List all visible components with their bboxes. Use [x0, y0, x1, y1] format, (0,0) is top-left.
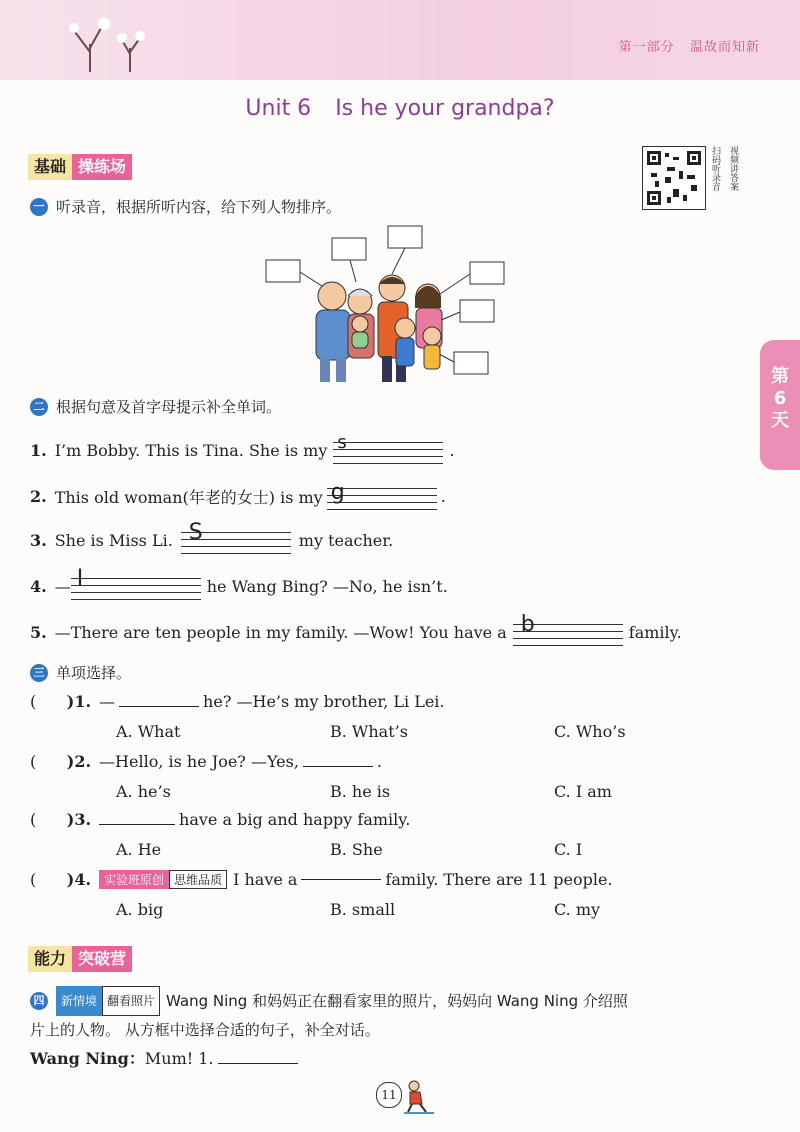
header-topic: 温故而知新	[689, 40, 760, 55]
q2-number: 二	[30, 398, 48, 416]
q2-item-after: .	[440, 486, 446, 506]
q2-item-1	[30, 432, 455, 464]
dialog-line	[30, 1046, 302, 1069]
section-basic-part2: 操练场	[72, 154, 132, 180]
q2-item-2	[30, 482, 446, 510]
day-tab	[760, 340, 800, 470]
q1-heading	[30, 196, 341, 217]
q2-hint-letter: s	[337, 432, 347, 453]
q3-item-number: )4.	[66, 870, 92, 889]
q3-stem-before: —Hello, is he Joe? —Yes,	[99, 752, 299, 771]
q2-answer-line[interactable]	[71, 566, 201, 600]
option-b[interactable]: B. What’s	[330, 722, 408, 741]
grandpa-figure	[316, 282, 350, 382]
section-ability-part2: 突破营	[72, 946, 132, 972]
order-box-mother[interactable]	[470, 262, 504, 284]
q2-item-after: he Wang Bing? —No, he isn’t.	[206, 576, 448, 596]
q2-heading	[30, 396, 281, 417]
q2-hint-letter: g	[330, 480, 345, 505]
q3-heading	[30, 662, 131, 683]
q2-answer-line[interactable]	[181, 520, 291, 554]
q3-stem-after: .	[376, 752, 382, 771]
q2-item-before: She is Miss Li.	[54, 530, 173, 550]
q2-item-before: This old woman(年老的女士) is my	[54, 487, 323, 507]
q3-item-3-stem	[30, 810, 410, 829]
q3-stem-before: —	[99, 692, 116, 711]
dialog-speaker: Wang Ning	[30, 1049, 129, 1068]
answer-paren[interactable]: (	[30, 870, 67, 889]
q1-number: 一	[30, 198, 48, 216]
q2-item-number: 2.	[30, 486, 47, 506]
q3-blank[interactable]	[301, 879, 381, 880]
q4-number: 四	[30, 992, 48, 1010]
family-illustration	[260, 224, 510, 384]
qr-code-icon[interactable]	[642, 146, 706, 210]
qr-note-line1: 扫码听录音	[710, 146, 720, 191]
page-title	[0, 96, 800, 121]
q3-stem-after: family. There are 11 people.	[385, 870, 613, 889]
order-box-grandma[interactable]	[332, 238, 366, 260]
q2-answer-line[interactable]	[513, 612, 623, 646]
q3-text: 单项选择。	[56, 664, 132, 682]
q2-hint-letter: b	[520, 612, 535, 637]
q2-item-after: my teacher.	[298, 530, 394, 550]
q2-item-number: 4.	[30, 576, 47, 596]
qr-note	[708, 146, 742, 191]
girl-figure	[423, 327, 441, 369]
q3-item-1-stem	[30, 692, 445, 711]
q3-blank[interactable]	[99, 824, 175, 825]
q3-number: 三	[30, 664, 48, 682]
q2-item-number: 5.	[30, 622, 47, 642]
section-ability-label	[28, 946, 132, 972]
q4-text2: 片上的人物。 从方框中选择合适的句子，补全对话。	[30, 1021, 380, 1039]
q3-item-number: )2.	[66, 752, 92, 771]
option-c[interactable]: C. I	[554, 840, 583, 859]
option-c[interactable]: C. Who’s	[554, 722, 626, 741]
header-part: 第一部分	[618, 40, 675, 55]
option-a[interactable]: A. What	[116, 722, 181, 741]
order-box-father[interactable]	[388, 226, 422, 248]
order-box-girl[interactable]	[460, 300, 494, 322]
day-tab-char1: 第	[771, 366, 789, 387]
q2-item-after: family.	[628, 622, 682, 642]
q2-item-4	[30, 566, 448, 600]
q2-hint-letter: S	[188, 520, 203, 545]
dialog-colon: ：	[128, 1049, 145, 1068]
q1-text: 听录音，根据所听内容，给下列人物排序。	[56, 198, 342, 216]
option-b[interactable]: B. small	[330, 900, 396, 919]
tree-icon	[60, 14, 150, 74]
q2-item-after: .	[449, 440, 455, 460]
section-ability-part1: 能力	[28, 946, 72, 972]
q2-item-before: I’m Bobby. This is Tina. She is my	[54, 440, 328, 460]
thinking-tag: 思维品质	[169, 870, 227, 889]
unit-label: Unit 6	[245, 96, 312, 121]
q3-blank[interactable]	[119, 706, 199, 707]
q2-item-before: —	[54, 576, 71, 596]
q2-answer-line[interactable]	[333, 432, 443, 464]
q3-item-number: )3.	[66, 810, 92, 829]
option-a[interactable]: A. he’s	[116, 782, 171, 801]
q3-stem-after: have a big and happy family.	[179, 810, 411, 829]
q3-item-number: )1.	[66, 692, 92, 711]
day-tab-char2: 6	[773, 388, 787, 409]
option-b[interactable]: B. She	[330, 840, 383, 859]
section-basic-label	[28, 154, 132, 180]
photo-tag: 翻看照片	[102, 986, 160, 1016]
q3-item-2-stem	[30, 752, 382, 771]
q3-stem-after: he? —He’s my brother, Li Lei.	[203, 692, 445, 711]
order-box-boy[interactable]	[454, 352, 488, 374]
dialog-blank[interactable]	[218, 1063, 298, 1064]
q2-text: 根据句意及首字母提示补全单词。	[56, 398, 282, 416]
q2-answer-line[interactable]	[327, 482, 437, 510]
q4-block	[30, 986, 760, 1044]
page-number: 11	[376, 1082, 402, 1108]
q2-item-3	[30, 520, 394, 554]
header-text	[619, 36, 760, 55]
original-tag: 实验班原创	[99, 870, 169, 889]
q2-item-number: 3.	[30, 530, 47, 550]
unit-title: Is he your grandpa?	[335, 96, 555, 121]
section-basic-part1: 基础	[28, 154, 72, 180]
qr-note-line2: 视频讲答案	[728, 146, 738, 191]
day-tab-char3: 天	[771, 410, 789, 431]
answer-paren[interactable]: (	[30, 692, 67, 711]
option-a[interactable]: A. He	[116, 840, 162, 859]
order-box-grandpa[interactable]	[266, 260, 300, 282]
option-c[interactable]: C. I am	[554, 782, 612, 801]
option-a[interactable]: A. big	[116, 900, 164, 919]
q4-text: Wang Ning 和妈妈正在翻看家里的照片，妈妈向 Wang Ning 介绍照	[166, 992, 628, 1010]
dialog-text: Mum! 1.	[144, 1049, 214, 1068]
answer-paren[interactable]: (	[30, 752, 67, 771]
answer-paren[interactable]: (	[30, 810, 67, 829]
boy-figure	[395, 318, 415, 366]
q2-hint-letter: I	[76, 566, 84, 591]
q3-blank[interactable]	[303, 766, 373, 767]
option-b[interactable]: B. he is	[330, 782, 391, 801]
q2-item-before: —There are ten people in my family. —Wow! You have a	[54, 622, 507, 642]
q2-item-number: 1.	[30, 440, 47, 460]
page-footer	[376, 1080, 436, 1114]
skater-icon	[400, 1080, 436, 1114]
new-context-tag: 新情境	[56, 986, 102, 1016]
q3-stem-before: I have a	[233, 870, 298, 889]
q2-item-5	[30, 612, 682, 646]
q3-item-4-stem	[30, 870, 613, 889]
option-c[interactable]: C. my	[554, 900, 601, 919]
